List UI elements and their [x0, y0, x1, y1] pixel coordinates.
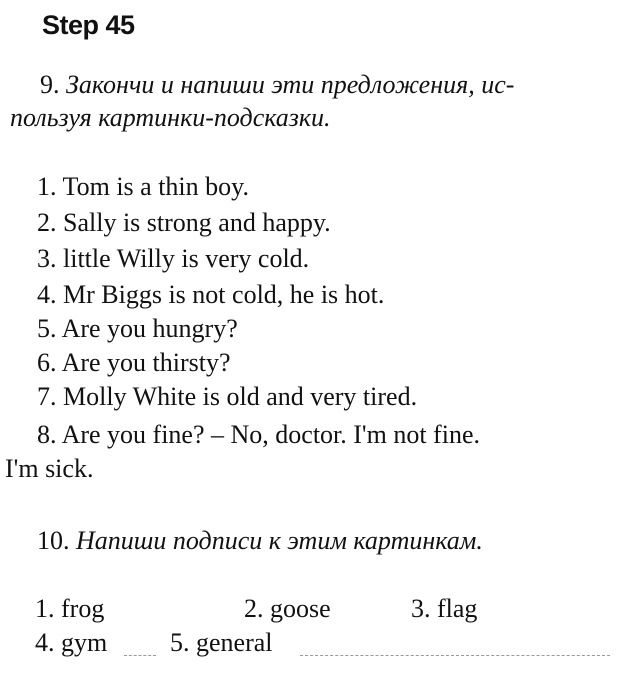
answer-line: 7. Molly White is old and very tired.	[37, 382, 418, 411]
answer-line: 1. Tom is a thin boy.	[37, 172, 249, 201]
task-10-instruction-text: Напиши подписи к этим картинкам.	[76, 526, 483, 555]
blank-underline	[124, 655, 156, 656]
page-title: Step 45	[42, 10, 135, 40]
caption-item: 1. frog	[35, 594, 105, 623]
caption-item: 4. gym	[35, 628, 108, 657]
answer-line: 5. Are you hungry?	[37, 314, 238, 343]
caption-item: 3. flag	[411, 594, 478, 623]
answer-line: 8. Are you fine? – No, doctor. I'm not fine.	[37, 420, 480, 449]
task-9-instruction-line-1	[40, 70, 514, 100]
answer-line: 3. little Willy is very cold.	[37, 244, 310, 273]
answer-line: 2. Sally is strong and happy.	[37, 208, 331, 237]
caption-item: 2. goose	[244, 594, 331, 623]
caption-item: 5. general	[170, 628, 273, 657]
answer-line: 4. Mr Biggs is not cold, he is hot.	[37, 280, 385, 309]
answer-line: 6. Are you thirsty?	[37, 348, 231, 377]
task-10-number: 10.	[37, 526, 70, 555]
task-9-instruction-text: Закончи и напиши эти предложения, ис-	[66, 70, 515, 99]
task-9-instruction-line-2: пользуя картинки-подсказки.	[10, 103, 331, 132]
answer-line-continuation: I'm sick.	[5, 454, 94, 483]
task-9-number: 9.	[40, 70, 60, 99]
task-10-instruction	[37, 526, 483, 556]
blank-underline	[300, 655, 610, 656]
